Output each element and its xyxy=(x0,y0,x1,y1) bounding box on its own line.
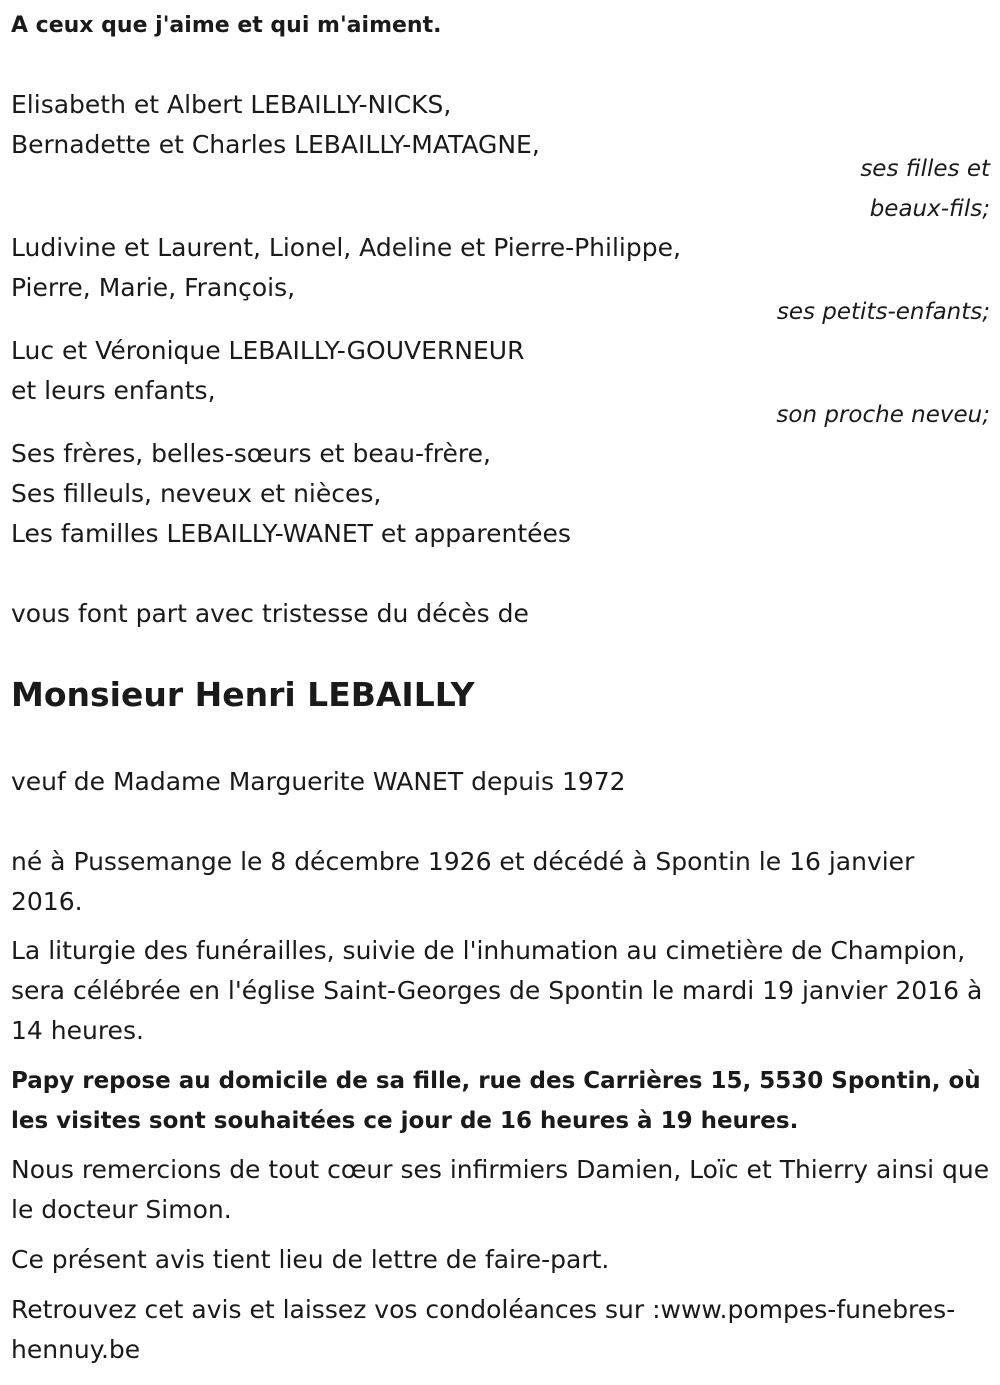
announcement: vous font part avec tristesse du décès de xyxy=(11,599,529,628)
daughters-relation-1: ses filles et xyxy=(860,156,990,182)
family-line-1: Ses frères, belles-sœurs et beau-frère, xyxy=(11,439,491,468)
liturgy-paragraph: La liturgie des funérailles, suivie de l'inhumation au cimetière de Champion, sera célébrée en l'église Saint-Georges de Spontin le mardi 19 janvier 2016 à 14 heures. xyxy=(11,936,983,1045)
grandchildren-line-1: Ludivine et Laurent, Lionel, Adeline et Pierre-Philippe, xyxy=(11,233,681,262)
daughters-relation-2: beaux-fils; xyxy=(869,196,990,222)
daughters-line-1: Elisabeth et Albert LEBAILLY-NICKS, xyxy=(11,90,452,119)
widower-line: veuf de Madame Marguerite WANET depuis 1972 xyxy=(11,767,626,796)
notice-line: Ce présent avis tient lieu de lettre de faire-part. xyxy=(11,1245,610,1274)
nephew-line-2: et leurs enfants, xyxy=(11,376,216,405)
birth-death-paragraph: né à Pussemange le 8 décembre 1926 et décédé à Spontin le 16 janvier 2016. xyxy=(11,847,915,916)
daughters-line-2: Bernadette et Charles LEBAILLY-MATAGNE, xyxy=(11,130,540,159)
visitation-paragraph: Papy repose au domicile de sa fille, rue des Carrières 15, 5530 Spontin, où les visites sont souhaitées ce jour de 16 heures à 19 heures. xyxy=(11,1068,981,1134)
grandchildren-line-2: Pierre, Marie, François, xyxy=(11,273,296,302)
grandchildren-relation: ses petits-enfants; xyxy=(776,299,990,325)
family-line-2: Ses filleuls, neveux et nièces, xyxy=(11,479,382,508)
nephew-relation: son proche neveu; xyxy=(776,402,990,428)
website-paragraph: Retrouvez cet avis et laissez vos condoléances sur :www.pompes-funebres-hennuy.be xyxy=(11,1295,956,1364)
dedication: A ceux que j'aime et qui m'aiment. xyxy=(11,13,442,38)
family-line-3: Les familles LEBAILLY-WANET et apparentées xyxy=(11,519,571,548)
thanks-paragraph: Nous remercions de tout cœur ses infirmiers Damien, Loïc et Thierry ainsi que le docteur Simon. xyxy=(11,1155,990,1224)
deceased-name: Monsieur Henri LEBAILLY xyxy=(11,675,475,714)
nephew-line-1: Luc et Véronique LEBAILLY-GOUVERNEUR xyxy=(11,336,525,365)
